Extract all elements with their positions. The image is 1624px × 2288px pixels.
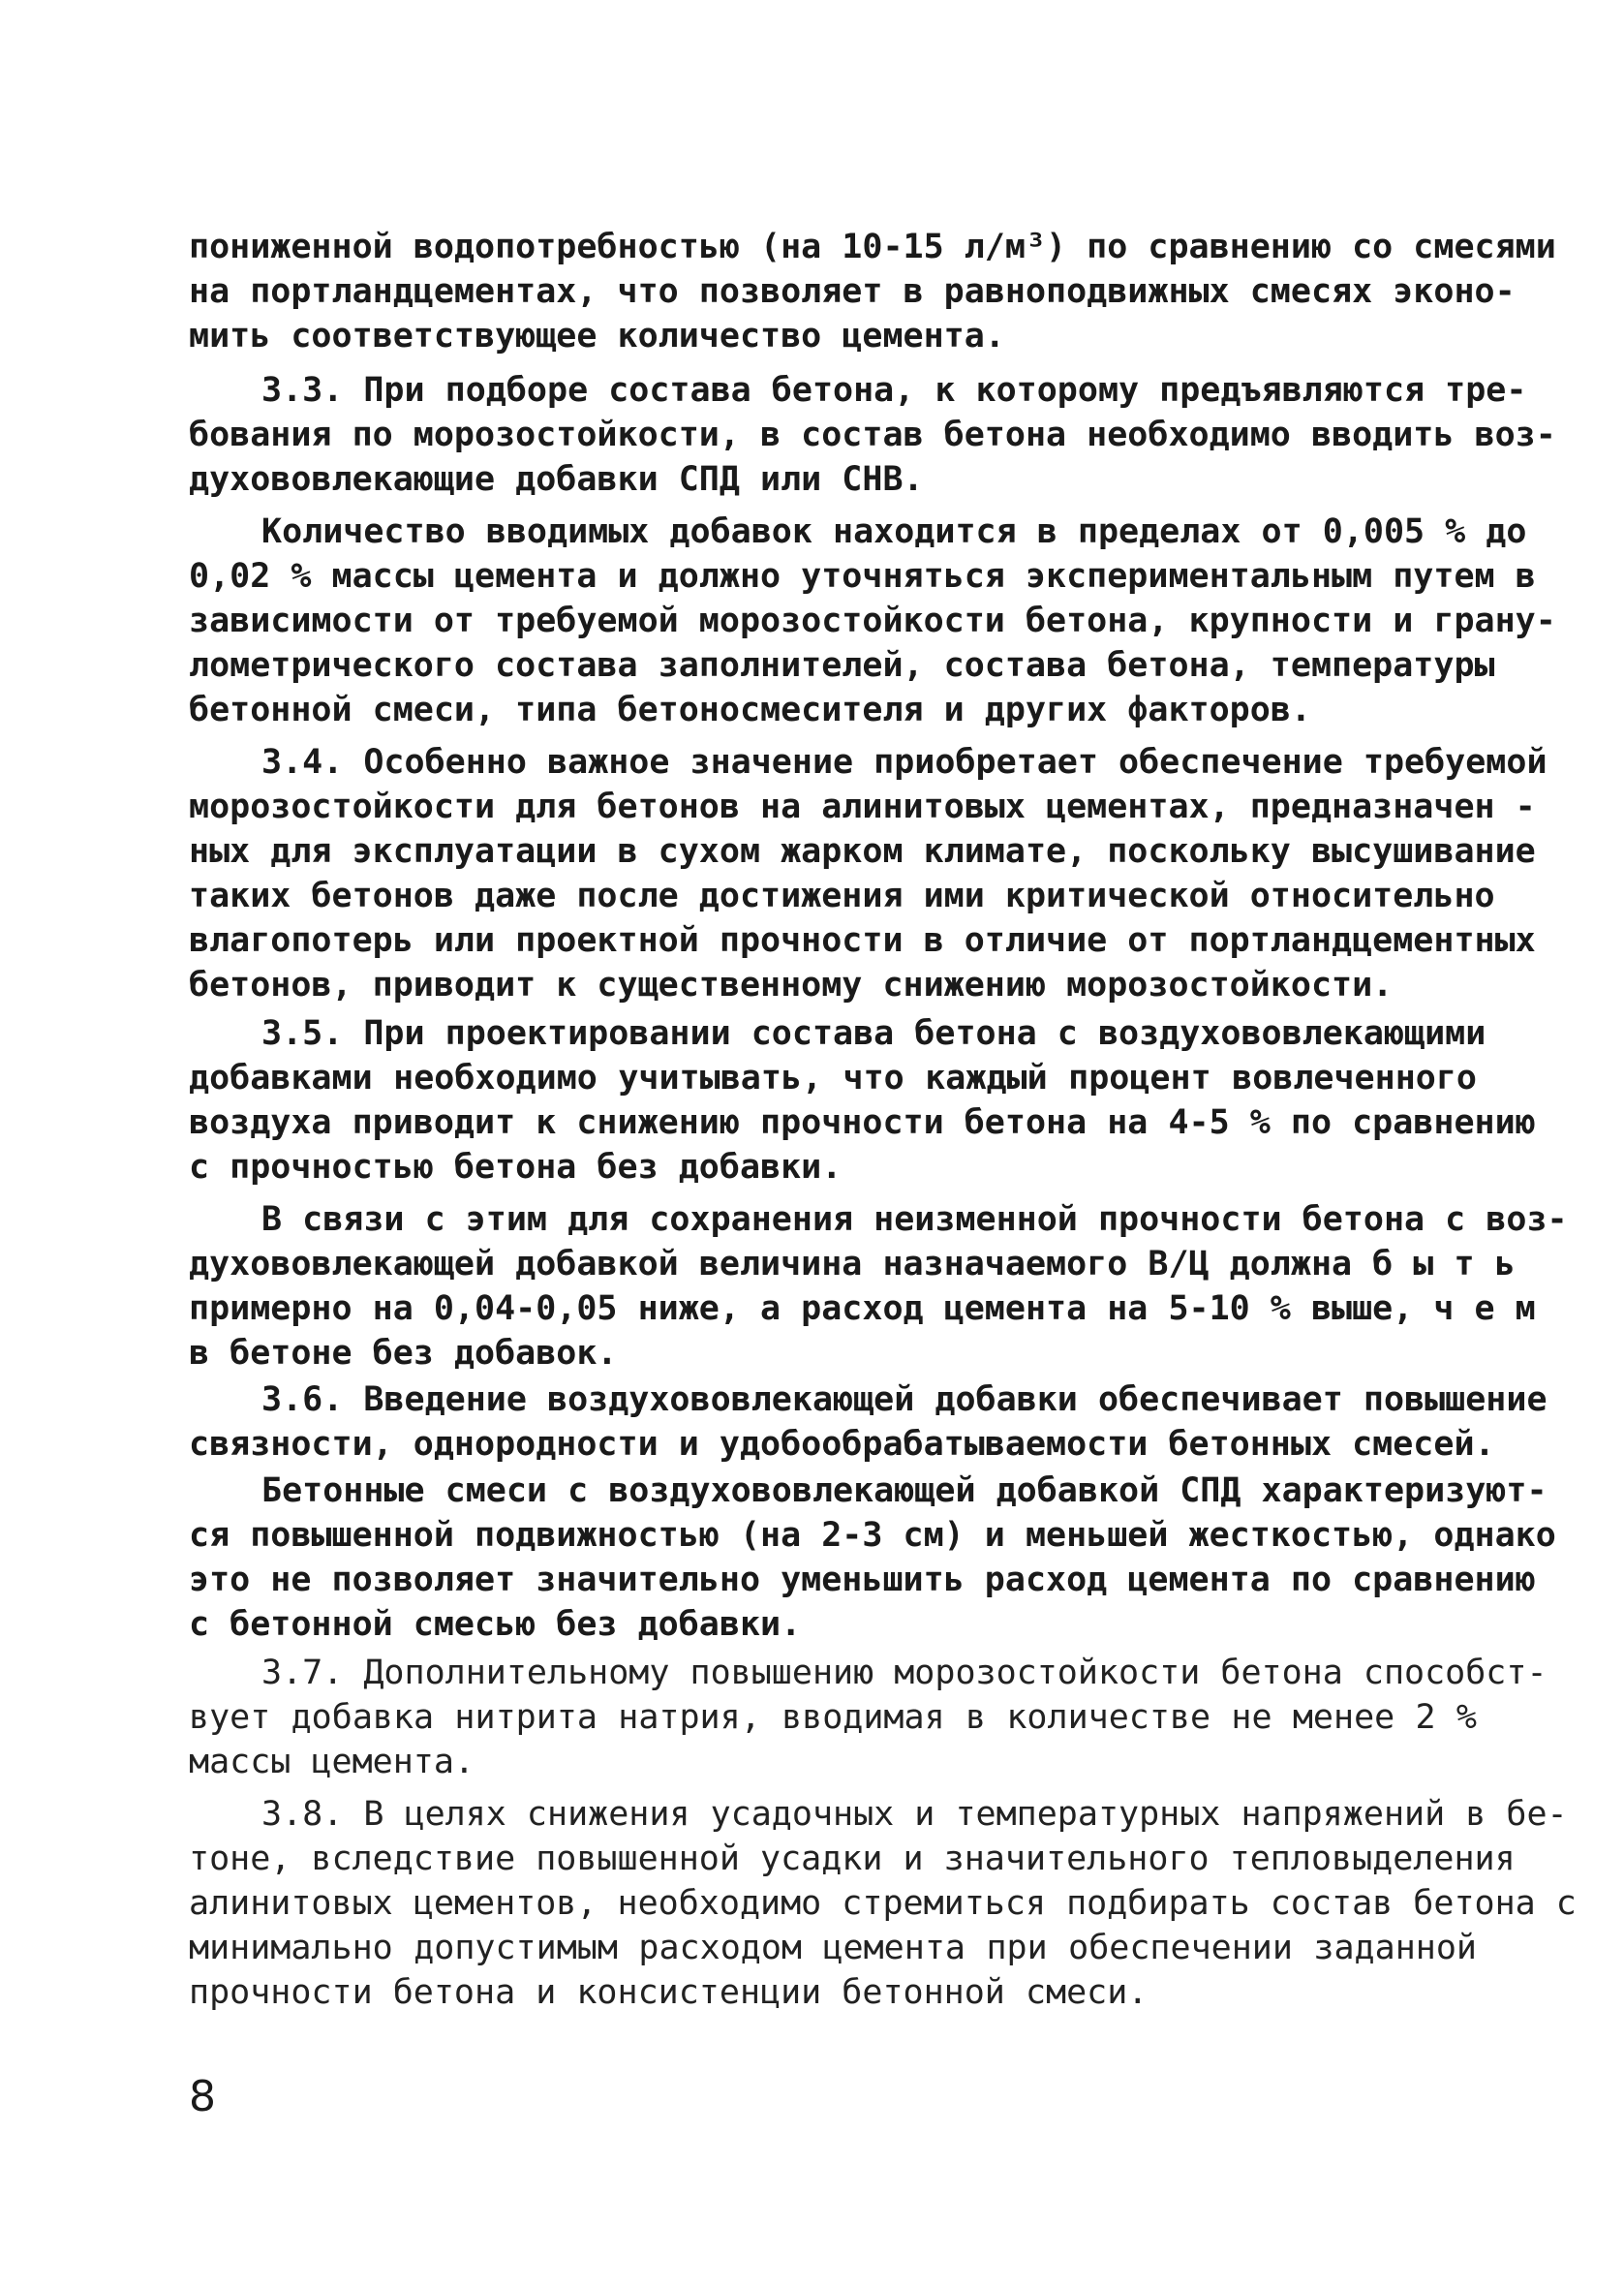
text-line: 3.8. В целях снижения усадочных и температурных напряжений в бе- [261,1795,1568,1834]
text-line: воздуха приводит к снижению прочности бетона на 4-5 % по сравнению [189,1103,1536,1142]
text-line: мить соответствующее количество цемента. [189,317,1005,356]
text-line: В связи с этим для сохранения неизменной прочности бетона с воз- [261,1200,1568,1239]
text-line: зависимости от требуемой морозостойкости бетона, крупности и грану- [189,602,1556,640]
text-line: вует добавка нитрита натрия, вводимая в количестве не менее 2 % [189,1698,1477,1737]
text-line: бования по морозостойкости, в состав бетона необходимо вводить воз- [189,416,1556,454]
text-line: массы цемента. [189,1743,475,1781]
text-line: добавками необходимо учитывать, что каждый процент вовлеченного [189,1059,1477,1098]
text-line: ся повышенной подвижностью (на 2-3 см) и меньшей жесткостью, однако [189,1516,1556,1555]
text-line: это не позволяет значительно уменьшить расход цемента по сравнению [189,1561,1536,1599]
text-line: минимально допустимым расходом цемента при обеспечении заданной [189,1929,1477,1967]
text-line: алинитовых цементов, необходимо стремиться подбирать состав бетона с [189,1884,1577,1923]
text-line: Бетонные смеси с воздухововлекающей добавкой СПД характеризуют- [261,1471,1547,1510]
text-line: бетонной смеси, типа бетоносмесителя и других факторов. [189,691,1311,729]
text-line: 3.7. Дополнительному повышению морозостойкости бетона способст- [261,1654,1547,1692]
text-line: духововлекающие добавки СПД или СНВ. [189,460,924,499]
text-line: примерно на 0,04-0,05 ниже, а расход цемента на 5-10 % выше, ч е м [189,1289,1536,1328]
text-line: с прочностью бетона без добавки. [189,1148,843,1187]
text-line: 3.4. Особенно важное значение приобретает обеспечение требуемой [261,743,1547,782]
text-line: таких бетонов даже после достижения ими критической относительно [189,877,1495,915]
text-line: прочности бетона и консистенции бетонной смеси. [189,1973,1149,2012]
text-line: ных для эксплуатации в сухом жарком климате, поскольку высушивание [189,832,1536,871]
text-line: 3.6. Введение воздухововлекающей добавки обеспечивает повышение [261,1380,1547,1419]
text-line: влагопотерь или проектной прочности в отличие от портландцементных [189,921,1536,960]
text-line: бетонов, приводит к существенному снижению морозостойкости. [189,966,1394,1005]
text-line: на портландцементах, что позволяет в равноподвижных смесях эконо- [189,272,1516,311]
text-line: тоне, вследствие повышенной усадки и значительного тепловыделения [189,1840,1516,1878]
text-line: в бетоне без добавок. [189,1334,618,1373]
text-line: 3.3. При подборе состава бетона, к которому предъявляются тре- [261,371,1527,410]
page-number: 8 [189,2072,216,2121]
text-line: Количество вводимых добавок находится в пределах от 0,005 % до [261,512,1527,551]
text-line: 0,02 % массы цемента и должно уточняться экспериментальным путем в [189,557,1536,596]
text-line: духововлекающей добавкой величина назначаемого В/Ц должна б ы т ь [189,1245,1516,1283]
text-line: связности, однородности и удобообрабатываемости бетонных смесей. [189,1425,1495,1464]
text-line: морозостойкости для бетонов на алинитовых цементах, предназначен - [189,788,1536,826]
text-line: пониженной водопотребностью (на 10-15 л/м³) по сравнению со смесями [189,228,1556,266]
text-line: лометрического состава заполнителей, состава бетона, температуры [189,646,1495,685]
text-line: 3.5. При проектировании состава бетона с воздухововлекающими [261,1014,1486,1053]
text-line: с бетонной смесью без добавки. [189,1605,802,1644]
